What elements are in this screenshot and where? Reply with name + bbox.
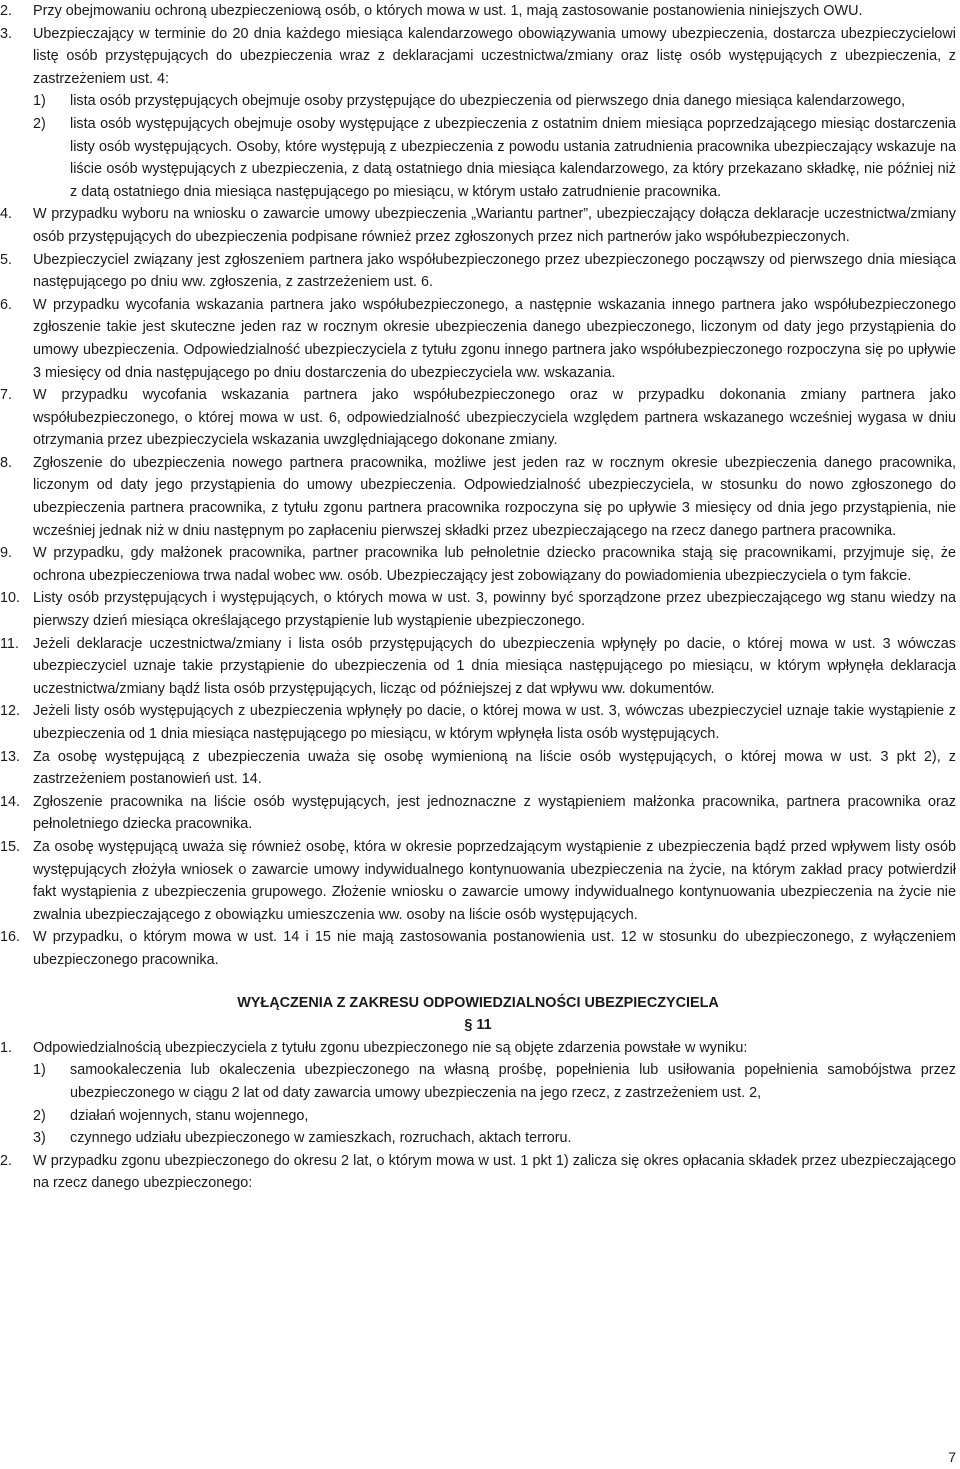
- clause-text: Jeżeli listy osób występujących z ubezpieczenia wpłynęły po dacie, o której mowa w ust. 3, wówczas ubezpieczyciel uznaje takie wystąpienie z ubezpieczenia od 1 dnia miesiąca następującego po miesiącu, w którym wpłynęła lista osób występujących.: [33, 703, 956, 742]
- subclause-number: 2): [33, 115, 46, 132]
- clause-text: Za osobę występującą uważa się również osobę, która w okresie poprzedzającym wystąpienie z ubezpieczenia bądź przed wpływem listy osób występujących złożyła wniosek o zawarcie umowy indywidualnego kontynuowania ubezpieczenia na życie, na którym zakład pracy potwierdził fakt wystąpienia z ubezpieczenia grupowego. Złożenie wniosku o zawarcie umowy indywidualnego kontynuowania ubezpieczenia na życie nie zwalnia ubezpieczającego z obowiązku umieszczenia ww. osoby na liście osób występujących.: [33, 838, 956, 923]
- clause-item: [0, 633, 956, 701]
- clause-item: [0, 926, 956, 971]
- clause-item: [0, 0, 956, 23]
- subclause-text: lista osób przystępujących obejmuje osoby przystępujące do ubezpieczenia od pierwszego dnia danego miesiąca kalendarzowego,: [70, 93, 906, 110]
- clause-item: [0, 587, 956, 632]
- clause-text: Przy obejmowaniu ochroną ubezpieczeniową osób, o których mowa w ust. 1, mają zastosowanie postanowienia niniejszych OWU.: [33, 3, 863, 19]
- clause-text: Za osobę występującą z ubezpieczenia uważa się osobę wymienioną na liście osób występujących, o której mowa w ust. 3 pkt 2), z zastrzeżeniem postanowień ust. 14.: [33, 748, 956, 788]
- clause-number: 6.: [0, 296, 13, 313]
- clause-text: W przypadku, gdy małżonek pracownika, partner pracownika lub pełnoletnie dziecko pracownika stają się pracownikami, przyjmuje się, że ochrona ubezpieczeniowa trwa nadal wobec ww. osób. Ubezpieczający jest zobowiązany do powiadomienia ubezpieczyciela o tym fakcie.: [33, 545, 956, 584]
- clause-text: Zgłoszenie pracownika na liście osób występujących, jest jednoznaczne z wystąpieniem małżonka pracownika, partnera pracownika oraz pełnoletniego dziecka pracownika.: [33, 793, 956, 833]
- clause-number: 4.: [0, 206, 13, 223]
- clause-text: Zgłoszenie do ubezpieczenia nowego partnera pracownika, możliwe jest jeden raz w rocznym okresie ubezpieczenia danego pracownika, liczonym od daty jego przystąpienia do umowy ubezpieczenia. Odpowiedzialność ubezpieczyciela, w stosunku do nowo zgłoszonego do ubezpieczenia partnera pracownika, z tytułu zgonu partnera pracownika rozpoczyna się po upływie 3 miesięcy od dnia jego przystąpienia, nie wcześniej jednak niż w dniu następnym po zapłaceniu pierwszej składki przez ubezpieczającego na rzecz danego partnera pracownika.: [33, 454, 956, 539]
- clause-text: Ubezpieczyciel związany jest zgłoszeniem partnera jako współubezpieczonego przez ubezpieczonego począwszy od pierwszego dnia miesiąca następującego po dniu ww. zgłoszenia, z zastrzeżeniem ust. 6.: [33, 251, 956, 291]
- subclause-item: [0, 90, 956, 113]
- clause-number: 10.: [0, 590, 21, 607]
- clause-text: W przypadku, o którym mowa w ust. 14 i 15 nie mają zastosowania postanowienia ust. 12 w stosunku do ubezpieczonego, z wyłączeniem ubezpieczonego pracownika.: [33, 929, 956, 968]
- subclause-item: [0, 1059, 956, 1104]
- subclause-text: samookaleczenia lub okaleczenia ubezpieczonego na własną prośbę, popełnienia lub usiłowania popełnienia samobójstwa przez ubezpieczonego w ciągu 2 lat od daty zawarcia umowy ubezpieczenia na jego rzecz, z zastrzeżeniem ust. 2,: [70, 1062, 956, 1101]
- clause-number: 12.: [0, 703, 21, 720]
- clause-item: [0, 791, 956, 836]
- subclause-text: lista osób występujących obejmuje osoby występujące z ubezpieczenia z ostatnim dniem miesiąca poprzedzającego miesiąc dostarczenia listy osób występujących. Osoby, które występują z ubezpieczenia z powodu ustania zatrudnienia pracownika ubezpieczający wskazuje na liście osób występujących z ubezpieczenia, z datą ostatniego dnia miesiąca kalendarzowego, za który przekazano składkę, nie później niż z datą ostatniego dnia miesiąca następującego po miesiącu, w którym ustało zatrudnienie pracownika.: [70, 115, 956, 200]
- clause-item: [0, 452, 956, 542]
- clause-item: [0, 294, 956, 384]
- paragraph-number: § 11: [464, 1017, 492, 1034]
- clause-number: 16.: [0, 929, 21, 946]
- clause-text: W przypadku wyboru na wniosku o zawarcie umowy ubezpieczenia „Wariantu partner”, ubezpieczający dołącza deklaracje uczestnictwa/zmiany osób przystępujących do ubezpieczenia podpisane również przez zgłoszonych przez nich partnerów jako współubezpieczonych.: [33, 206, 956, 245]
- clause-item: [0, 23, 956, 91]
- clause-item: [0, 700, 956, 745]
- clause-number: 9.: [0, 545, 13, 562]
- clause-text: W przypadku wycofania wskazania partnera jako współubezpieczonego oraz w przypadku dokonania zmiany partnera jako współubezpieczonego, o której mowa w ust. 6, odpowiedzialność ubezpieczyciela względem partnera wskazanego wcześniej wygasa w dniu otrzymania przez ubezpieczyciela wskazania uwzględniającego dokonane zmiany.: [33, 387, 956, 449]
- clause-number: 11.: [0, 635, 19, 652]
- clause-text: Odpowiedzialnością ubezpieczyciela z tytułu zgonu ubezpieczonego nie są objęte zdarzenia powstałe w wyniku:: [33, 1039, 748, 1056]
- subclause-item: [0, 113, 956, 203]
- subclause-text: czynnego udziału ubezpieczonego w zamieszkach, rozruchach, aktach terroru.: [70, 1130, 572, 1147]
- clause-item: [0, 249, 956, 294]
- clause-item: [0, 384, 956, 452]
- clause-text: W przypadku zgonu ubezpieczonego do okresu 2 lat, o którym mowa w ust. 1 pkt 1) zalicza się okres opłacania składek przez ubezpieczającego na rzecz danego ubezpieczonego:: [33, 1152, 956, 1192]
- subclause-item: [0, 1127, 956, 1150]
- clause-number: 3.: [0, 25, 13, 42]
- clause-number: 14.: [0, 793, 21, 810]
- clause-number: 7.: [0, 387, 13, 404]
- clause-number: 13.: [0, 748, 21, 765]
- subclause-number: 2): [33, 1107, 46, 1124]
- clause-item: [0, 542, 956, 587]
- clause-item: [0, 1037, 956, 1060]
- clause-number: 15.: [0, 838, 21, 855]
- clause-text: Ubezpieczający w terminie do 20 dnia każdego miesiąca kalendarzowego obowiązywania umowy ubezpieczenia, dostarcza ubezpieczycielowi listę osób przystępujących do ubezpieczenia wraz z deklaracjami uczestnictwa/zmiany oraz listę osób występujących z ubezpieczenia, z zastrzeżeniem ust. 4:: [33, 25, 956, 87]
- clause-item: [0, 746, 956, 791]
- clause-number: 5.: [0, 251, 13, 268]
- subclause-item: [0, 1105, 956, 1128]
- section-heading: WYŁĄCZENIA Z ZAKRESU ODPOWIEDZIALNOŚCI UBEZPIECZYCIELA: [237, 994, 719, 1011]
- clause-number: 2.: [0, 1152, 13, 1169]
- clause-item: [0, 836, 956, 926]
- subclause-number: 1): [33, 1062, 46, 1079]
- subclause-text: działań wojennych, stanu wojennego,: [70, 1107, 309, 1124]
- clause-number: 1.: [0, 1039, 13, 1056]
- clause-text: W przypadku wycofania wskazania partnera jako współubezpieczonego, a następnie wskazania innego partnera jako współubezpieczonego zgłoszenie takie jest skuteczne jeden raz w rocznym okresie ubezpieczenia danego ubezpieczonego, liczonym od daty jego przystąpienia do umowy ubezpieczenia. Odpowiedzialność ubezpieczyciela z tytułu zgonu innego partnera jako współubezpieczonego rozpoczyna się po upływie 3 miesięcy od dnia następującego po dniu dostarczenia do ubezpieczyciela ww. wskazania.: [33, 296, 956, 381]
- clause-item: [0, 203, 956, 248]
- subclause-number: 1): [33, 93, 46, 110]
- subclause-number: 3): [33, 1130, 46, 1147]
- page-number: 7: [948, 1449, 956, 1465]
- clause-text: Jeżeli deklaracje uczestnictwa/zmiany i lista osób przystępujących do ubezpieczenia wpłynęły po dacie, o której mowa w ust. 3 wówczas ubezpieczyciel uznaje takie przystąpienie do ubezpieczenia od 1 dnia miesiąca następującego po miesiącu, w którym wpłynęła deklaracja uczestnictwa/zmiany bądź lista osób przystępujących, licząc od późniejszej z dat wpływu ww. dokumentów.: [33, 635, 956, 697]
- clause-number: 8.: [0, 454, 13, 471]
- clause-text: Listy osób przystępujących i występujących, o których mowa w ust. 3, powinny być sporządzone przez ubezpieczającego wg stanu wiedzy na pierwszy dzień miesiąca określającego przystąpienie lub wystąpienie ubezpieczonego.: [33, 590, 956, 630]
- clause-item: [0, 1150, 956, 1195]
- clause-number: 2.: [0, 3, 13, 19]
